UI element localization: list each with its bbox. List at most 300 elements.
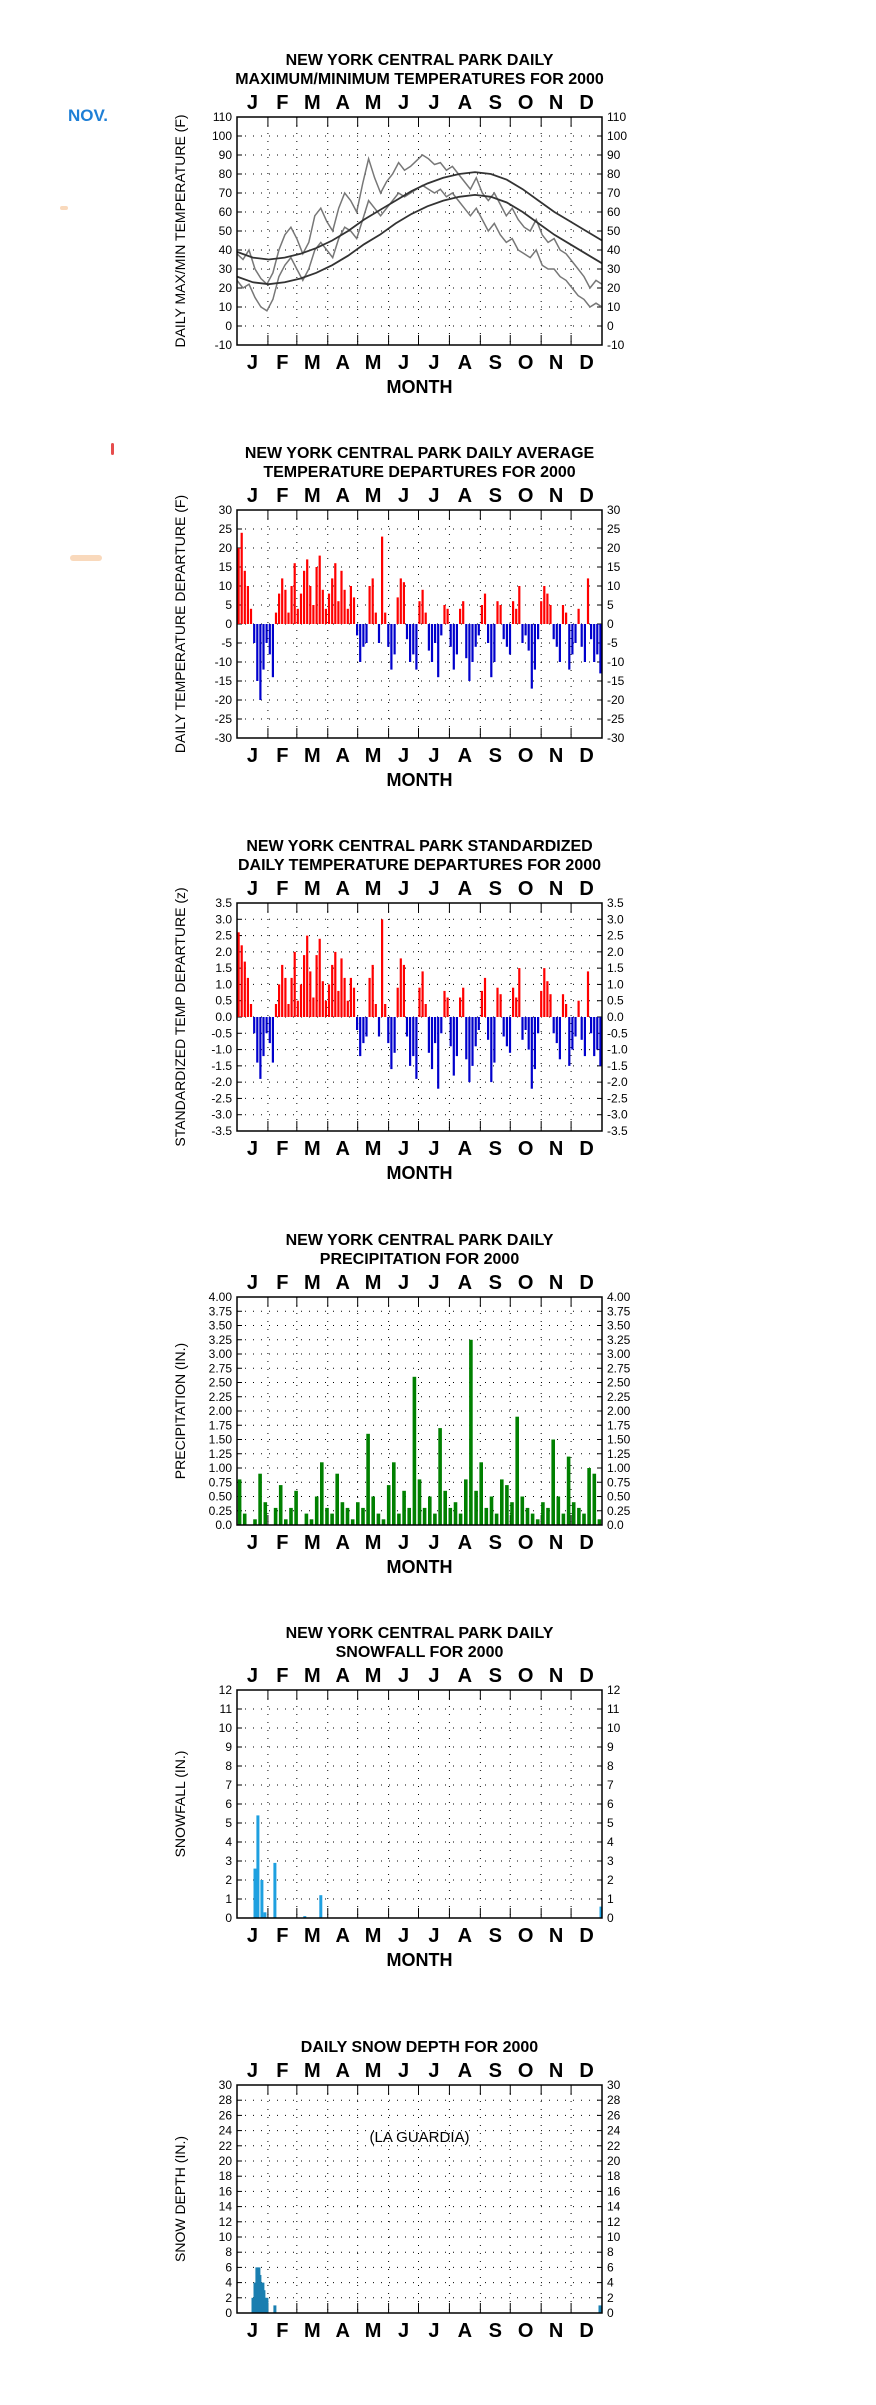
data-bar [330, 1514, 334, 1525]
month-label: J [397, 1532, 410, 1554]
data-bar [481, 605, 483, 624]
data-bar [366, 1434, 370, 1525]
month-label: M [303, 2320, 321, 2342]
month-label: J [397, 2320, 410, 2342]
y-tick-label: 10 [218, 2230, 232, 2244]
data-bar [397, 1514, 401, 1525]
data-bar [278, 984, 280, 1017]
data-bar [394, 1017, 396, 1053]
data-bar [319, 556, 321, 624]
data-bar [437, 624, 439, 677]
y-tick-label: -3.5 [607, 1124, 628, 1138]
data-bar [305, 1514, 309, 1525]
month-label: D [579, 2060, 594, 2082]
y-tick-label: 0.0 [607, 1010, 624, 1024]
data-bar [479, 1462, 483, 1525]
data-bar [300, 594, 302, 624]
data-bar [384, 613, 386, 624]
data-bar [425, 613, 427, 624]
data-bar [254, 1869, 257, 1918]
data-bar [546, 1508, 550, 1525]
y-tick-label: 2.00 [208, 1404, 232, 1418]
y-tick-label: 26 [218, 2108, 232, 2123]
data-bar [319, 939, 321, 1017]
month-label: A [335, 92, 350, 114]
y-tick-label: 2 [607, 2290, 614, 2305]
data-bar [443, 1491, 447, 1525]
data-bar [297, 1001, 299, 1017]
data-bar [587, 971, 589, 1017]
data-bar [315, 1497, 319, 1526]
month-label: J [397, 485, 410, 507]
data-bar [322, 590, 324, 624]
y-tick-label: 1.0 [607, 977, 624, 992]
y-tick-label: 30 [218, 503, 232, 517]
month-label: J [246, 2060, 259, 2082]
month-label: F [276, 1925, 289, 1947]
data-bar [453, 624, 455, 670]
y-tick-label: -30 [607, 731, 625, 745]
y-tick-label: 3.25 [607, 1332, 631, 1347]
y-tick-label: 0 [225, 1911, 232, 1925]
data-bar [484, 594, 486, 624]
y-tick-label: -2.0 [211, 1075, 232, 1090]
data-bar [541, 1502, 545, 1525]
data-bar [294, 563, 296, 624]
data-bar [409, 624, 411, 662]
data-bar [512, 988, 514, 1017]
data-bar [506, 624, 508, 647]
month-label: J [397, 1925, 410, 1947]
side-label: NOV. [68, 106, 109, 125]
data-bar [469, 1340, 473, 1525]
y-tick-label: 1.00 [607, 1461, 631, 1475]
y-tick-label: 80 [607, 167, 621, 181]
data-bar [262, 1017, 264, 1056]
data-bar [325, 1508, 329, 1525]
data-bar [418, 988, 420, 1017]
data-bar [238, 548, 240, 624]
month-label: S [488, 485, 502, 507]
month-label: J [246, 1665, 259, 1687]
y-tick-label: 3.75 [607, 1304, 631, 1319]
y-tick-label: 30 [607, 262, 621, 276]
month-label: J [246, 1138, 259, 1160]
data-bar [578, 609, 580, 624]
data-bar [378, 1017, 380, 1037]
y-tick-label: 2 [225, 2290, 232, 2305]
smudge-mark [111, 443, 114, 455]
month-label: A [335, 1925, 350, 1947]
month-label: D [579, 1272, 594, 1294]
data-bar [335, 1474, 339, 1525]
data-bar [584, 624, 586, 662]
data-bar [521, 1017, 523, 1040]
month-label: M [303, 352, 321, 374]
data-bar [571, 624, 573, 654]
data-bar [565, 613, 567, 624]
data-bar [403, 965, 405, 1017]
month-label: S [488, 2060, 502, 2082]
y-tick-label: 3.25 [208, 1332, 232, 1347]
data-bar [381, 919, 383, 1017]
y-tick-label: -10 [607, 655, 625, 669]
data-bar [506, 1017, 508, 1046]
data-bar [289, 1508, 293, 1525]
data-bar [459, 609, 461, 624]
data-bar [518, 968, 520, 1017]
month-label: M [303, 878, 321, 900]
y-tick-label: 0 [607, 617, 614, 631]
data-bar [353, 597, 355, 624]
data-bar [540, 601, 542, 624]
month-label: O [517, 1272, 534, 1294]
data-bar [553, 1017, 555, 1033]
data-bar [412, 624, 414, 654]
data-bar [272, 1017, 274, 1063]
y-tick-label: -1.5 [607, 1058, 628, 1073]
y-axis-label: PRECIPITATION (IN.) [172, 1342, 188, 1480]
y-tick-label: 0.25 [607, 1503, 631, 1518]
month-label: D [579, 1925, 594, 1947]
y-tick-label: 7 [225, 1778, 232, 1792]
y-tick-label: 0 [607, 1911, 614, 1925]
data-bar [462, 988, 464, 1017]
data-bar [291, 586, 293, 624]
y-tick-label: 24 [607, 2123, 621, 2138]
data-bar [334, 563, 336, 624]
chart-5 [172, 1625, 621, 1970]
month-label: S [488, 2320, 502, 2342]
data-bar [287, 613, 289, 624]
data-bar [474, 1491, 478, 1525]
x-axis-label: MONTH [386, 770, 453, 790]
data-bar [578, 1001, 580, 1017]
data-bar [244, 962, 246, 1017]
y-tick-label: 5 [225, 598, 232, 612]
y-axis-label: SNOW DEPTH (IN.) [172, 2136, 188, 2262]
data-bar [543, 586, 545, 624]
data-bar [515, 609, 517, 624]
y-tick-label: 20 [218, 281, 232, 295]
data-bar [509, 624, 511, 654]
month-label: N [548, 92, 564, 114]
data-bar [378, 624, 380, 643]
data-bar [309, 971, 311, 1017]
y-tick-label: 0 [225, 617, 232, 631]
y-tick-label: 0.0 [607, 1518, 624, 1532]
data-bar [371, 1497, 375, 1526]
data-bar [565, 1004, 567, 1017]
month-label: J [428, 352, 440, 374]
y-tick-label: 1.5 [607, 961, 624, 976]
y-tick-label: 80 [218, 167, 232, 181]
y-axis-label: DAILY TEMPERATURE DEPARTURE (F) [172, 494, 188, 754]
month-label: J [397, 1272, 410, 1294]
month-label: S [488, 92, 502, 114]
data-bar [256, 1017, 258, 1063]
y-tick-label: 10 [607, 300, 621, 314]
month-label: F [276, 92, 289, 114]
data-bar [415, 624, 417, 670]
data-bar [344, 590, 346, 624]
data-bar [456, 1017, 458, 1056]
month-label: M [303, 1272, 321, 1294]
month-label: D [579, 1138, 594, 1160]
data-bar [297, 609, 299, 624]
data-bar [510, 1502, 514, 1525]
month-label: J [428, 878, 440, 900]
data-bar [531, 624, 533, 689]
month-label: S [488, 1925, 502, 1947]
month-label: J [428, 1138, 440, 1160]
month-label: A [457, 745, 473, 767]
y-tick-label: 4.00 [208, 1290, 232, 1304]
y-tick-label: 4 [607, 1835, 614, 1849]
data-bar [531, 1017, 533, 1089]
data-bar [528, 1017, 530, 1050]
y-tick-label: 2.00 [607, 1404, 631, 1418]
y-tick-label: 2.50 [607, 1375, 631, 1390]
y-tick-label: 7 [607, 1778, 614, 1792]
data-bar [415, 1017, 417, 1079]
y-tick-label: 18 [607, 2169, 621, 2184]
data-bar [337, 991, 339, 1017]
y-tick-label: 2.5 [607, 928, 624, 943]
month-label: J [397, 745, 410, 767]
data-bar [397, 988, 399, 1017]
y-tick-label: 60 [218, 205, 232, 219]
data-bar [574, 624, 576, 643]
data-bar [377, 1514, 381, 1525]
data-bar [387, 1485, 391, 1525]
data-bar [392, 1462, 396, 1525]
month-label: F [276, 1272, 289, 1294]
y-tick-label: 30 [218, 262, 232, 276]
y-tick-label: -3.5 [211, 1124, 232, 1138]
y-tick-label: 11 [607, 1702, 620, 1716]
data-bar [537, 624, 539, 639]
data-bar [375, 613, 377, 624]
data-bar [485, 1508, 489, 1525]
data-bar [369, 586, 371, 624]
y-tick-label: 1.75 [208, 1418, 232, 1433]
month-label: M [364, 92, 382, 114]
month-label: J [428, 485, 440, 507]
month-label: A [335, 1532, 350, 1554]
y-tick-label: 4 [607, 2275, 614, 2290]
y-tick-label: 8 [607, 2245, 614, 2260]
y-tick-label: 14 [218, 2199, 232, 2214]
data-bar [384, 1004, 386, 1017]
plot-frame [237, 2085, 602, 2313]
y-tick-label: 28 [218, 2093, 232, 2108]
smudge-mark [60, 206, 68, 210]
data-bar [557, 1497, 561, 1526]
data-bar [433, 1514, 437, 1525]
data-bar [537, 1017, 539, 1033]
data-bar [521, 624, 523, 643]
y-tick-label: -1.5 [211, 1058, 232, 1073]
y-tick-label: -5 [607, 636, 618, 650]
data-bar [387, 1017, 389, 1043]
month-label: A [457, 2060, 473, 2082]
chart-title: NEW YORK CENTRAL PARK DAILY [285, 1625, 554, 1642]
y-tick-label: 1.50 [208, 1432, 232, 1447]
y-tick-label: 20 [607, 541, 621, 555]
month-label: J [428, 92, 440, 114]
data-bar [598, 1519, 602, 1525]
month-label: J [397, 352, 410, 374]
month-label: M [364, 878, 382, 900]
month-label: A [457, 1532, 473, 1554]
data-bar [567, 1457, 571, 1525]
data-bar [303, 955, 305, 1017]
month-label: A [335, 745, 350, 767]
data-bar [310, 1519, 314, 1525]
y-tick-label: 6 [607, 2260, 614, 2275]
month-label: J [397, 92, 410, 114]
month-label: S [488, 1138, 502, 1160]
month-label: F [276, 485, 289, 507]
data-bar [450, 624, 452, 647]
month-label: J [246, 1925, 259, 1947]
month-label: F [276, 2060, 289, 2082]
data-bar [418, 601, 420, 624]
y-tick-label: 2.75 [607, 1361, 631, 1376]
y-tick-label: 0 [607, 319, 614, 333]
chart-title: NEW YORK CENTRAL PARK DAILY [285, 1232, 554, 1249]
data-bar [413, 1377, 417, 1525]
data-bar [264, 1502, 268, 1525]
data-bar [599, 1017, 601, 1066]
month-label: N [548, 1665, 564, 1687]
data-bar [434, 1017, 436, 1043]
month-label: A [457, 92, 473, 114]
data-bar [340, 571, 342, 624]
data-line [237, 172, 602, 259]
month-label: D [579, 1665, 594, 1687]
month-label: J [246, 92, 259, 114]
y-tick-label: 30 [218, 2078, 232, 2092]
data-bar [397, 597, 399, 624]
data-bar [266, 624, 268, 643]
chart-title: DAILY SNOW DEPTH FOR 2000 [300, 2039, 539, 2056]
data-bar [322, 981, 324, 1017]
month-label: D [579, 485, 594, 507]
data-bar [359, 1017, 361, 1056]
data-bar [316, 955, 318, 1017]
data-bar [250, 609, 252, 624]
data-bar [407, 1508, 411, 1525]
data-bar [596, 624, 598, 654]
y-tick-label: 12 [218, 1683, 232, 1697]
data-bar [356, 624, 358, 635]
month-label: F [276, 352, 289, 374]
data-bar [347, 609, 349, 624]
y-tick-label: 3 [225, 1854, 232, 1868]
data-bar [495, 1514, 499, 1525]
data-bar [328, 594, 330, 624]
month-label: A [457, 352, 473, 374]
month-label: N [548, 2320, 564, 2342]
data-bar [546, 981, 548, 1017]
y-tick-label: 2.50 [208, 1375, 232, 1390]
y-tick-label: 3.75 [208, 1304, 232, 1319]
data-bar [256, 1815, 259, 1918]
month-label: S [488, 745, 502, 767]
month-label: A [335, 1665, 350, 1687]
y-tick-label: 2 [225, 1873, 232, 1887]
y-tick-label: -30 [214, 731, 232, 745]
data-bar [350, 978, 352, 1017]
chart-title: DAILY TEMPERATURE DEPARTURES FOR 2000 [237, 857, 602, 874]
month-label: J [246, 352, 259, 374]
data-bar [428, 1017, 430, 1053]
month-label: A [457, 878, 473, 900]
data-bar [359, 624, 361, 662]
data-bar [500, 1479, 504, 1525]
data-bar [562, 1514, 566, 1525]
y-tick-label: 6 [225, 2260, 232, 2275]
y-tick-label: 1 [225, 1892, 232, 1906]
y-tick-label: 3.00 [208, 1347, 232, 1361]
data-bar [438, 1428, 442, 1525]
data-bar [303, 571, 305, 624]
data-bar [284, 1519, 288, 1525]
data-bar [590, 624, 592, 639]
month-label: N [548, 745, 564, 767]
y-tick-label: 10 [218, 1721, 232, 1735]
x-axis-label: MONTH [386, 1557, 453, 1577]
data-bar [306, 559, 308, 624]
y-tick-label: 70 [607, 186, 621, 200]
data-bar [347, 1001, 349, 1017]
month-label: J [397, 2060, 410, 2082]
data-bar [284, 978, 286, 1017]
y-tick-label: 1.75 [607, 1418, 631, 1433]
data-bar [409, 1017, 411, 1066]
y-tick-label: 5 [225, 1816, 232, 1830]
data-bar [331, 578, 333, 624]
y-tick-label: 10 [218, 579, 232, 593]
data-bar [534, 624, 536, 670]
data-bar [509, 1017, 511, 1053]
chart-title: MAXIMUM/MINIMUM TEMPERATURES FOR 2000 [235, 71, 604, 88]
y-tick-label: 0.5 [215, 993, 232, 1008]
data-bar [521, 1497, 525, 1526]
month-label: M [303, 485, 321, 507]
data-bar [265, 2298, 268, 2313]
y-tick-label: 3.0 [607, 912, 624, 927]
y-tick-label: 5 [607, 598, 614, 612]
data-bar [361, 1508, 365, 1525]
data-bar [465, 624, 467, 658]
y-axis-label: DAILY MAX/MIN TEMPERATURE (F) [172, 114, 188, 348]
y-tick-label: 10 [607, 2230, 621, 2244]
data-bar [369, 978, 371, 1017]
chart-annotation: (LA GUARDIA) [369, 2129, 470, 2146]
data-bar [269, 624, 271, 654]
y-tick-label: 22 [218, 2138, 232, 2153]
data-bar [400, 958, 402, 1017]
data-bar [562, 605, 564, 624]
month-label: N [548, 1272, 564, 1294]
data-bar [454, 1502, 458, 1525]
y-tick-label: 3.50 [607, 1318, 631, 1333]
data-bar [390, 624, 392, 670]
month-label: J [397, 1665, 410, 1687]
